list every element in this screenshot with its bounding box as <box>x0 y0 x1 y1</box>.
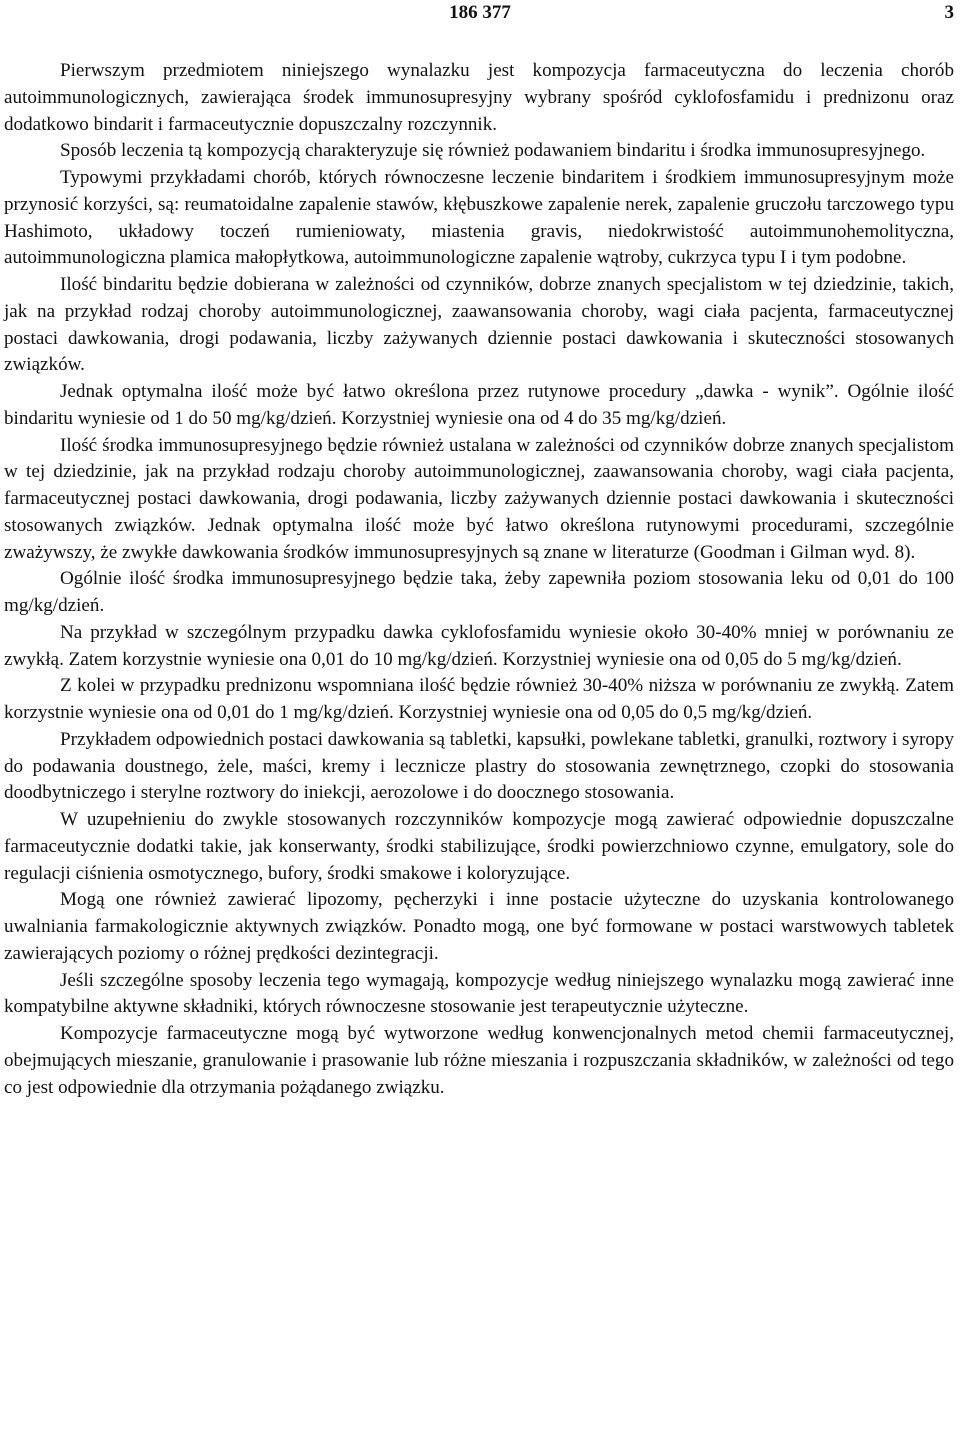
body-text <box>4 58 954 1101</box>
paragraph: Z kolei w przypadku prednizonu wspomniana ilość będzie również 30-40% niższa w porównaniu ze zwykłą. Zatem korzystnie wyniesie ona od 0,01 do 1 mg/kg/dzień. Korzystniej wyniesie ona od 0,05 do 0,5 mg/kg/dzień. <box>4 675 954 723</box>
paragraph: Na przykład w szczególnym przypadku dawka cyklofosfamidu wyniesie około 30-40% mniej w porównaniu ze zwykłą. Zatem korzystnie wyniesie ona 0,01 do 10 mg/kg/dzień. Korzystniej wyniesie ona od 0,05 do 5 mg/kg/dzień. <box>4 621 954 670</box>
paragraph: W uzupełnieniu do zwykle stosowanych rozczynników kompozycje mogą zawierać odpowiednie dopuszczalne farmaceutycznie dodatki takie, jak konserwanty, środki stabilizujące, środki powierzchniowo czynne, emulgatory, sole do regulacji ciśnienia osmotycznego, bufory, środki smakowe i koloryzujące. <box>4 809 954 884</box>
paragraph: Typowymi przykładami chorób, których równoczesne leczenie bindaritem i środkiem immunosupresyjnym może przynosić korzyści, są: reumatoidalne zapalenie stawów, kłębuszkowe zapalenie nerek, zapalenie gruczołu tarczowego typu Hashimoto, układowy toczeń rumieniowaty, miastenia gravis, niedokrwistość autoimmunohemolityczna, autoimmunologiczna plamica małopłytkowa, autoimmunologiczne zapalenie wątroby, cukrzyca typu I i tym podobne. <box>4 167 954 269</box>
paragraph: Ilość bindaritu będzie dobierana w zależności od czynników, dobrze znanych specjalistom w tej dziedzinie, takich, jak na przykład rodzaj choroby autoimmunologicznej, zaawansowania choroby, wagi ciała pacjenta, farmaceutycznej postaci dawkowania, drogi podawania, liczby zażywanych dziennie postaci dawkowania i skuteczności stosowanych związków. <box>4 274 954 376</box>
paragraph: Jeśli szczególne sposoby leczenia tego wymagają, kompozycje według niniejszego wynalazku mogą zawierać inne kompatybilne aktywne składniki, których równoczesne stosowanie jest terapeutycznie użyteczne. <box>4 969 954 1018</box>
paragraph: Mogą one również zawierać lipozomy, pęcherzyki i inne postacie użyteczne do uzyskania kontrolowanego uwalniania farmakologicznie aktywnych związków. Ponadto mogą, one być formowane w postaci warstwowych tabletek zawierających poziomy o różnej prędkości dezintegracji. <box>4 889 954 964</box>
paragraph: Przykładem odpowiednich postaci dawkowania są tabletki, kapsułki, powlekane tabletki, granulki, roztwory i syropy do podawania doustnego, żele, maści, kremy i lecznicze plastry do stosowania zewnętrznego, czopki do stosowania doodbytniczego i sterylne roztwory do iniekcji, aerozolowe i do doocznego stosowania. <box>4 728 955 804</box>
paragraph: Kompozycje farmaceutyczne mogą być wytworzone według konwencjonalnych metod chemii farmaceutycznej, obejmujących mieszanie, granulowanie i prasowanie lub różne mieszania i rozpuszczania składników, w zależności od tego co jest odpowiednie dla otrzymania pożądanego związku. <box>4 1023 954 1098</box>
page-header <box>0 2 960 26</box>
patent-number: 186 377 <box>449 2 511 23</box>
page-number: 3 <box>944 2 954 23</box>
paragraph: Ogólnie ilość środka immunosupresyjnego będzie taka, żeby zapewniła poziom stosowania leku od 0,01 do 100 mg/kg/dzień. <box>4 568 954 616</box>
paragraph: Pierwszym przedmiotem niniejszego wynalazku jest kompozycja farmaceutyczna do leczenia chorób autoimmunologicznych, zawierająca środek immunosupresyjny wybrany spośród cyklofosfamidu i prednizonu oraz dodatkowo bindarit i farmaceutycznie dopuszczalny rozczynnik. <box>4 60 954 135</box>
paragraph: Jednak optymalna ilość może być łatwo określona przez rutynowe procedury „dawka - wynik”. Ogólnie ilość bindaritu wyniesie od 1 do 50 mg/kg/dzień. Korzystniej wyniesie ona od 4 do 35 mg/kg/dzień. <box>4 381 954 429</box>
paragraph: Ilość środka immunosupresyjnego będzie również ustalana w zależności od czynników dobrze znanych specjalistom w tej dziedzinie, jak na przykład rodzaju choroby autoimmunologicznej, zaawansowania choroby, wagi ciała pacjenta, farmaceutycznej postaci dawkowania, drogi podawania, liczby zażywanych dziennie postaci dawkowania i skuteczności stosowanych związków. Jednak optymalna ilość może być łatwo określona rutynowymi procedurami, szczególnie zważywszy, że zwykłe dawkowania środków immunosupresyjnych są znane w literaturze (Goodman i Gilman wyd. 8). <box>4 434 954 563</box>
paragraph: Sposób leczenia tą kompozycją charakteryzuje się również podawaniem bindaritu i środka immunosupresyjnego. <box>60 140 926 162</box>
